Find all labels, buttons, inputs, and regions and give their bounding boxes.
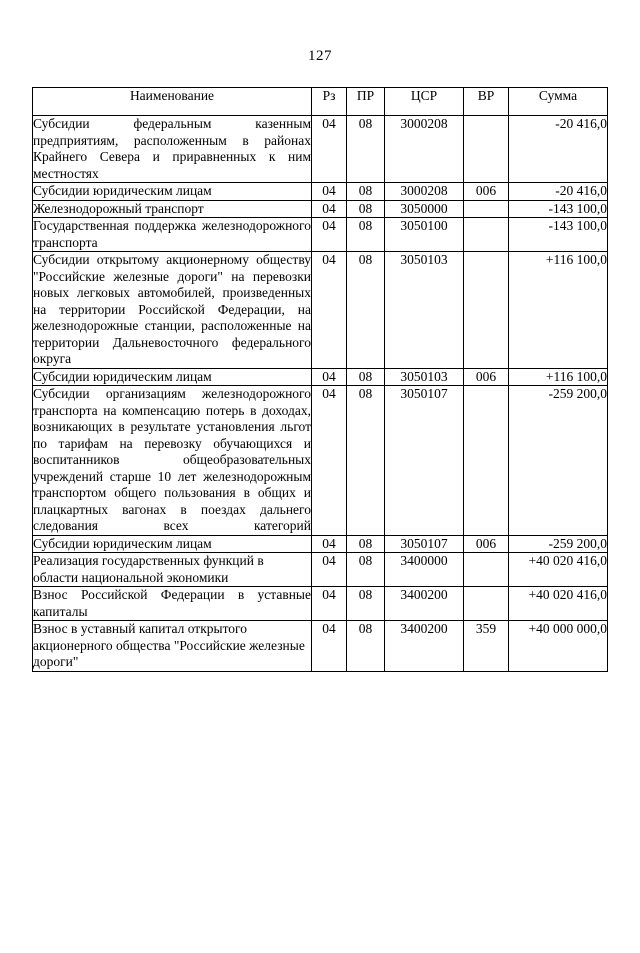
row-csr: 3050103 — [385, 368, 464, 386]
row-csr: 3400000 — [385, 553, 464, 587]
row-vr: 359 — [464, 621, 509, 672]
row-csr: 3000208 — [385, 183, 464, 201]
table-row — [33, 183, 608, 201]
row-rz: 04 — [312, 200, 347, 218]
table-row — [33, 252, 608, 369]
row-rz: 04 — [312, 587, 347, 621]
row-vr — [464, 116, 509, 183]
row-rz: 04 — [312, 621, 347, 672]
row-vr — [464, 553, 509, 587]
row-sum: +40 000 000,0 — [509, 621, 608, 672]
row-sum: -143 100,0 — [509, 200, 608, 218]
row-name: Железнодорожный транспорт — [33, 200, 312, 218]
row-vr — [464, 218, 509, 252]
row-sum: +116 100,0 — [509, 368, 608, 386]
row-pr: 08 — [347, 535, 385, 553]
row-sum: -259 200,0 — [509, 535, 608, 553]
row-rz: 04 — [312, 535, 347, 553]
row-pr: 08 — [347, 252, 385, 369]
table-header-row — [33, 88, 608, 116]
table-header — [33, 88, 608, 116]
table-row — [33, 535, 608, 553]
row-vr: 006 — [464, 183, 509, 201]
row-rz: 04 — [312, 252, 347, 369]
table-row — [33, 368, 608, 386]
row-name: Взнос в уставный капитал открытого акционерного общества "Российские железные дороги" — [33, 621, 312, 672]
column-header-pr: ПР — [347, 88, 385, 116]
row-csr: 3400200 — [385, 587, 464, 621]
row-vr — [464, 386, 509, 536]
budget-table — [32, 87, 608, 672]
row-vr — [464, 587, 509, 621]
row-name: Субсидии организациям железнодорожного транспорта на компенсацию потерь в доходах, возникающих в результате установления льгот по тарифам на перевозку обучающихся и воспитанников общеобразовательных учреждений старше 10 лет железнодорожным транспортом общего пользования в общих и плацкартных вагонах в поездах дальнего следования всех категорий — [33, 386, 311, 533]
table-row — [33, 553, 608, 587]
table-body — [33, 116, 608, 672]
row-csr: 3050107 — [385, 535, 464, 553]
row-rz: 04 — [312, 386, 347, 536]
row-csr: 3400200 — [385, 621, 464, 672]
row-name: Субсидии юридическим лицам — [33, 535, 312, 553]
row-csr: 3050100 — [385, 218, 464, 252]
column-header-rz: Рз — [312, 88, 347, 116]
row-sum: +40 020 416,0 — [509, 553, 608, 587]
row-csr: 3000208 — [385, 116, 464, 183]
row-csr: 3050107 — [385, 386, 464, 536]
row-rz: 04 — [312, 116, 347, 183]
table-row — [33, 587, 608, 621]
row-name: Субсидии юридическим лицам — [33, 368, 312, 386]
row-pr: 08 — [347, 587, 385, 621]
table-row — [33, 218, 608, 252]
row-sum: -143 100,0 — [509, 218, 608, 252]
row-rz: 04 — [312, 218, 347, 252]
row-sum: +40 020 416,0 — [509, 587, 608, 621]
row-rz: 04 — [312, 553, 347, 587]
row-vr — [464, 200, 509, 218]
row-sum: +116 100,0 — [509, 252, 608, 369]
row-sum: -20 416,0 — [509, 183, 608, 201]
row-pr: 08 — [347, 183, 385, 201]
row-vr: 006 — [464, 368, 509, 386]
row-vr: 006 — [464, 535, 509, 553]
row-rz: 04 — [312, 183, 347, 201]
row-pr: 08 — [347, 621, 385, 672]
row-sum: -259 200,0 — [509, 386, 608, 536]
column-header-name: Наименование — [33, 88, 312, 116]
row-name: Субсидии федеральным казенным предприятиям, расположенным в районах Крайнего Севера и приравненных к ним местностях — [33, 116, 311, 181]
document-page — [0, 48, 640, 953]
row-name: Реализация государственных функций в области национальной экономики — [33, 553, 312, 587]
row-sum: -20 416,0 — [509, 116, 608, 183]
row-name: Государственная поддержка железнодорожного транспорта — [33, 218, 311, 250]
row-csr: 3050000 — [385, 200, 464, 218]
row-name: Субсидии юридическим лицам — [33, 183, 312, 201]
column-header-csr: ЦСР — [385, 88, 464, 116]
column-header-sum: Сумма — [509, 88, 608, 116]
table-row — [33, 116, 608, 183]
row-name: Взнос Российской Федерации в уставные капиталы — [33, 587, 311, 619]
table-row — [33, 386, 608, 536]
row-vr — [464, 252, 509, 369]
row-pr: 08 — [347, 553, 385, 587]
row-pr: 08 — [347, 200, 385, 218]
row-pr: 08 — [347, 368, 385, 386]
page-number: 127 — [308, 48, 332, 64]
row-csr: 3050103 — [385, 252, 464, 369]
table-row — [33, 621, 608, 672]
table-row — [33, 200, 608, 218]
row-rz: 04 — [312, 368, 347, 386]
row-pr: 08 — [347, 386, 385, 536]
column-header-vr: ВР — [464, 88, 509, 116]
row-pr: 08 — [347, 116, 385, 183]
row-name: Субсидии открытому акционерному обществу "Российские железные дороги" на перевозки новых легковых автомобилей, произведенных на территории Российской Федерации, на железнодорожные станции, расположенные на территории Дальневосточного федерального округа — [33, 252, 311, 366]
row-pr: 08 — [347, 218, 385, 252]
